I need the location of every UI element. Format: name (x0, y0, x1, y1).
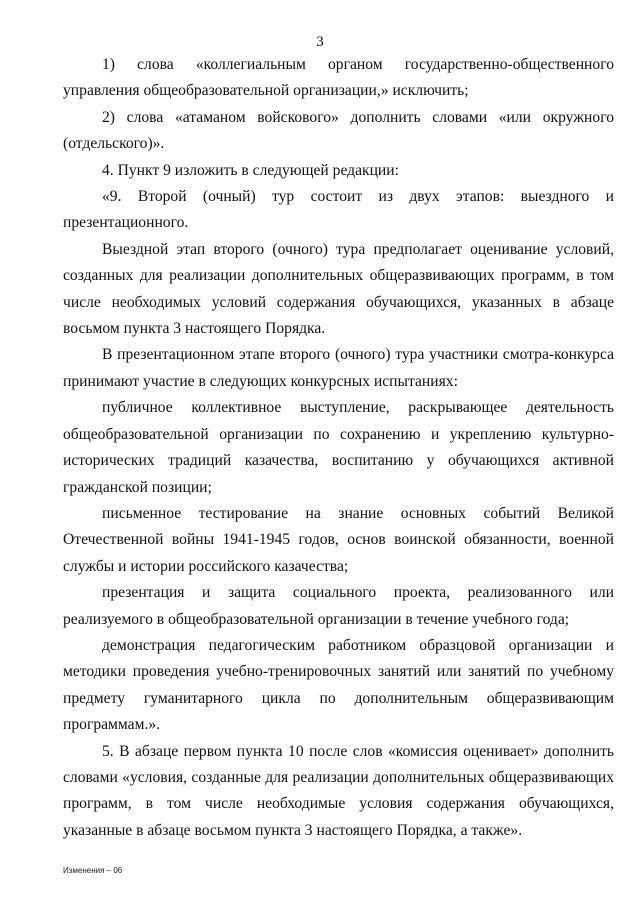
paragraph-6: В презентационном этапе второго (очного) тура участники смотра-конкурса принимают участие в следующих конкурсных испытаниях: (63, 346, 614, 390)
paragraph-1: 1) слова «коллегиальным органом государственно-общественного управления общеобразовательной организации,» исключить; (63, 56, 614, 100)
paragraph-4: «9. Второй (очный) тур состоит из двух этапов: выездного и презентационного. (63, 188, 614, 232)
footer-note: Изменения – 06 (63, 866, 123, 875)
paragraph-9: презентация и защита социального проекта, реализованного или реализуемого в общеобразовательной организации в течение учебного года; (63, 584, 614, 628)
page-number: 3 (316, 34, 324, 50)
document-body (63, 52, 614, 844)
paragraph-8: письменное тестирование на знание основных событий Великой Отечественной войны 1941-1945 годов, основ воинской обязанности, военной службы и истории российского казачества; (63, 504, 614, 575)
paragraph-3: 4. Пункт 9 изложить в следующей редакции: (102, 161, 399, 179)
paragraph-7: публичное коллективное выступление, раскрывающее деятельность общеобразовательной организации по сохранению и укреплению культурно-исторических традиций казачества, воспитанию у обучающихся активной гражданской позиции; (63, 399, 614, 496)
paragraph-11: 5. В абзаце первом пункта 10 после слов «комиссия оценивает» дополнить словами «условия, созданные для реализации дополнительных общеразвивающих программ, в том числе необходимые условия содержания обучающихся, указанные в абзаце восьмом пункта 3 настоящего Порядка, а также». (63, 742, 614, 839)
paragraph-10: демонстрация педагогическим работником образцовой организации и методики проведения учебно-тренировочных занятий или занятий по учебному предмету гуманитарного цикла по дополнительным общеразвивающим программам.». (63, 636, 614, 734)
paragraph-2: 2) слова «атаманом войскового» дополнить словами «или окружного (отдельского)». (63, 108, 614, 153)
paragraph-5: Выездной этап второго (очного) тура предполагает оценивание условий, созданных для реализации дополнительных общеразвивающих программ, в том числе необходимых условий содержания обучающихся, указанных в абзаце восьмом пункта 3 настоящего Порядка. (63, 240, 614, 338)
